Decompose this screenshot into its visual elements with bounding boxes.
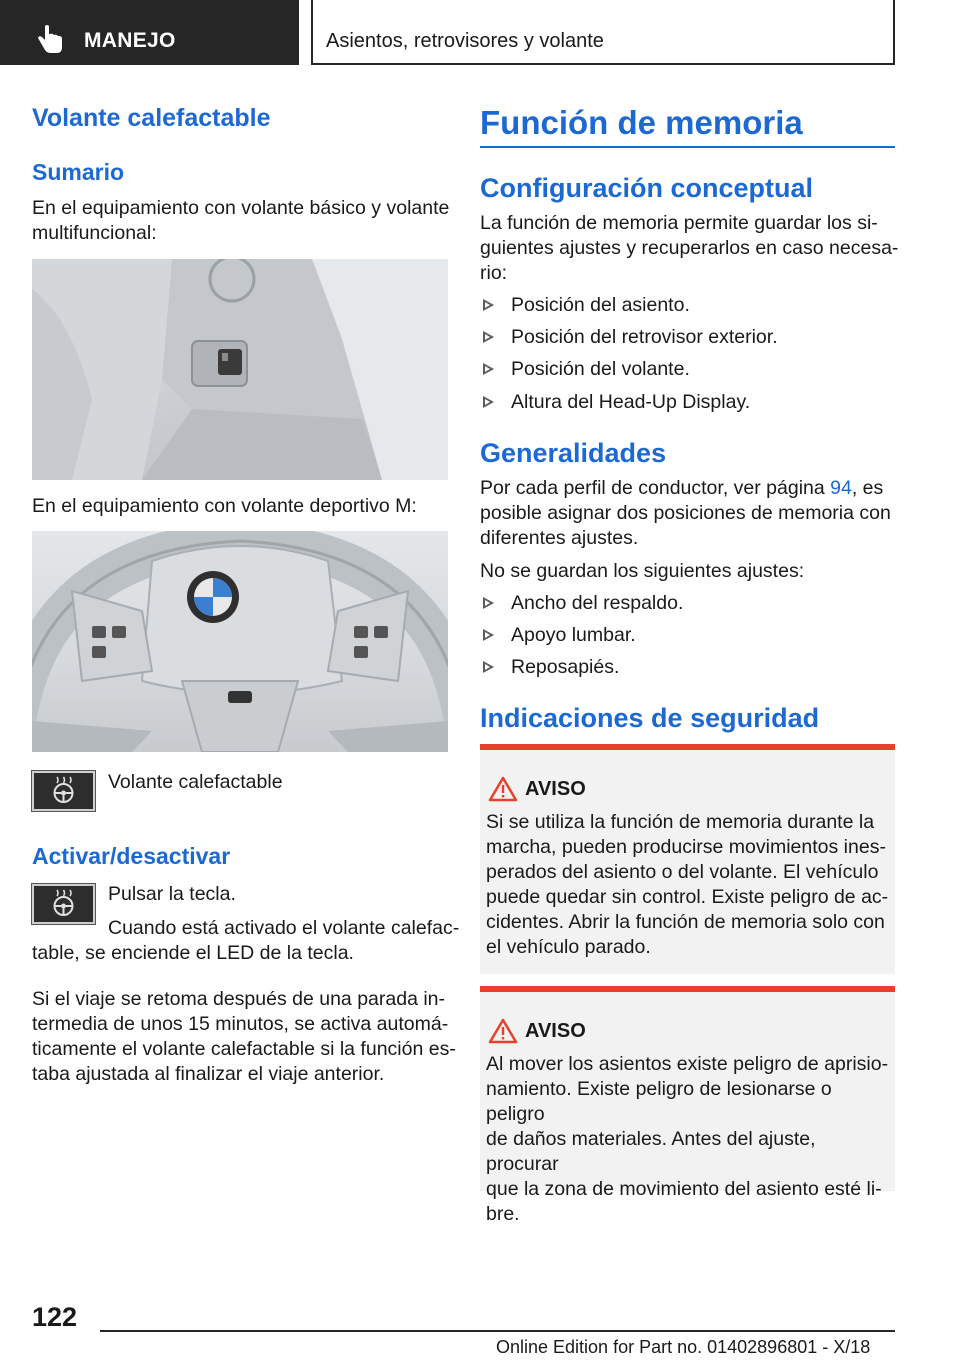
bullet-triangle-icon — [483, 331, 494, 343]
photo-basic-wheel-button — [32, 259, 448, 480]
bullet-triangle-icon — [483, 396, 494, 408]
key-label-heated-wheel: Volante calefactable — [108, 771, 283, 793]
warning-text: Al mover los asientos existe peligro de aprisio- namiento. Existe peligro de lesionarse o peligro de daños materiales. Antes del ajuste, procurar que la zona de movimiento del asiento esté li- bre. — [486, 1053, 889, 1225]
warning-text: Si se utiliza la función de memoria durante la marcha, pueden producirse movimientos ines- perados del asiento o del volante. El vehículo puede quedar sin control. Existe peligro de ac- cidentes. Abrir la función de memoria solo con el vehículo parado. — [486, 811, 889, 958]
heated-wheel-key-icon — [32, 771, 95, 811]
warning-triangle-icon — [488, 776, 518, 802]
heading-toggle: Activar/desactivar — [32, 843, 231, 869]
bullet-triangle-icon — [483, 629, 494, 641]
bullet-triangle-icon — [483, 661, 494, 673]
chapter-tab — [0, 0, 299, 65]
chapter-label: MANEJO — [84, 29, 176, 52]
warning-title: AVISO — [525, 778, 586, 800]
bullet-triangle-icon — [483, 363, 494, 375]
paragraph-auto-activation: Si el viaje se retoma después de una parada in- termedia de unos 15 minutos, se activa automá- ticamente el volante calefactable si la función es- taba ajustada al finalizar el viaje anterior. — [32, 988, 456, 1085]
warning-box — [480, 986, 895, 1225]
heading-heated-wheel: Volante calefactable — [32, 104, 271, 132]
page-title: Asientos, retrovisores y volante — [326, 30, 604, 52]
not-saved-intro: No se guardan los siguientes ajustes: — [480, 560, 805, 582]
warning-triangle-icon — [488, 1018, 518, 1044]
paragraph-concept: La función de memoria permite guardar los si- guientes ajustes y recuperarlos en caso necesa- rio: — [480, 212, 899, 284]
heading-underline — [480, 146, 895, 148]
warning-box — [480, 744, 895, 974]
bullet-triangle-icon — [483, 597, 494, 609]
toggle-led-line2: table, se enciende el LED de la tecla. — [32, 942, 354, 964]
heading-general: Generalidades — [480, 438, 667, 468]
paragraph-sport-wheel: En el equipamiento con volante deportivo M: — [32, 495, 417, 517]
heading-safety: Indicaciones de seguridad — [480, 703, 820, 733]
heading-memory-function: Función de memoria — [480, 104, 803, 141]
warning-title: AVISO — [525, 1020, 586, 1042]
footer-edition: Online Edition for Part no. 01402896801 - X/18 — [496, 1337, 871, 1357]
hand-pointer-icon — [36, 24, 64, 54]
page-link[interactable]: 94 — [830, 477, 852, 499]
toggle-led-line1: Cuando está activado el volante calefac- — [108, 917, 460, 939]
footer-divider — [100, 1330, 895, 1332]
bullet-triangle-icon — [483, 299, 494, 311]
heading-concept: Configuración conceptual — [480, 173, 814, 203]
toggle-instruction: Pulsar la tecla. — [108, 883, 236, 905]
heated-wheel-button-icon — [32, 884, 95, 924]
heading-summary: Sumario — [32, 159, 125, 185]
paragraph-general: Por cada perfil de conductor, ver página 94, es posible asignar dos posiciones de memoria con diferentes ajustes. — [480, 477, 891, 549]
photo-sport-steering-wheel — [32, 531, 448, 752]
paragraph-basic-wheel: En el equipamiento con volante básico y volante multifuncional: — [32, 197, 450, 244]
page-number: 122 — [32, 1302, 78, 1332]
